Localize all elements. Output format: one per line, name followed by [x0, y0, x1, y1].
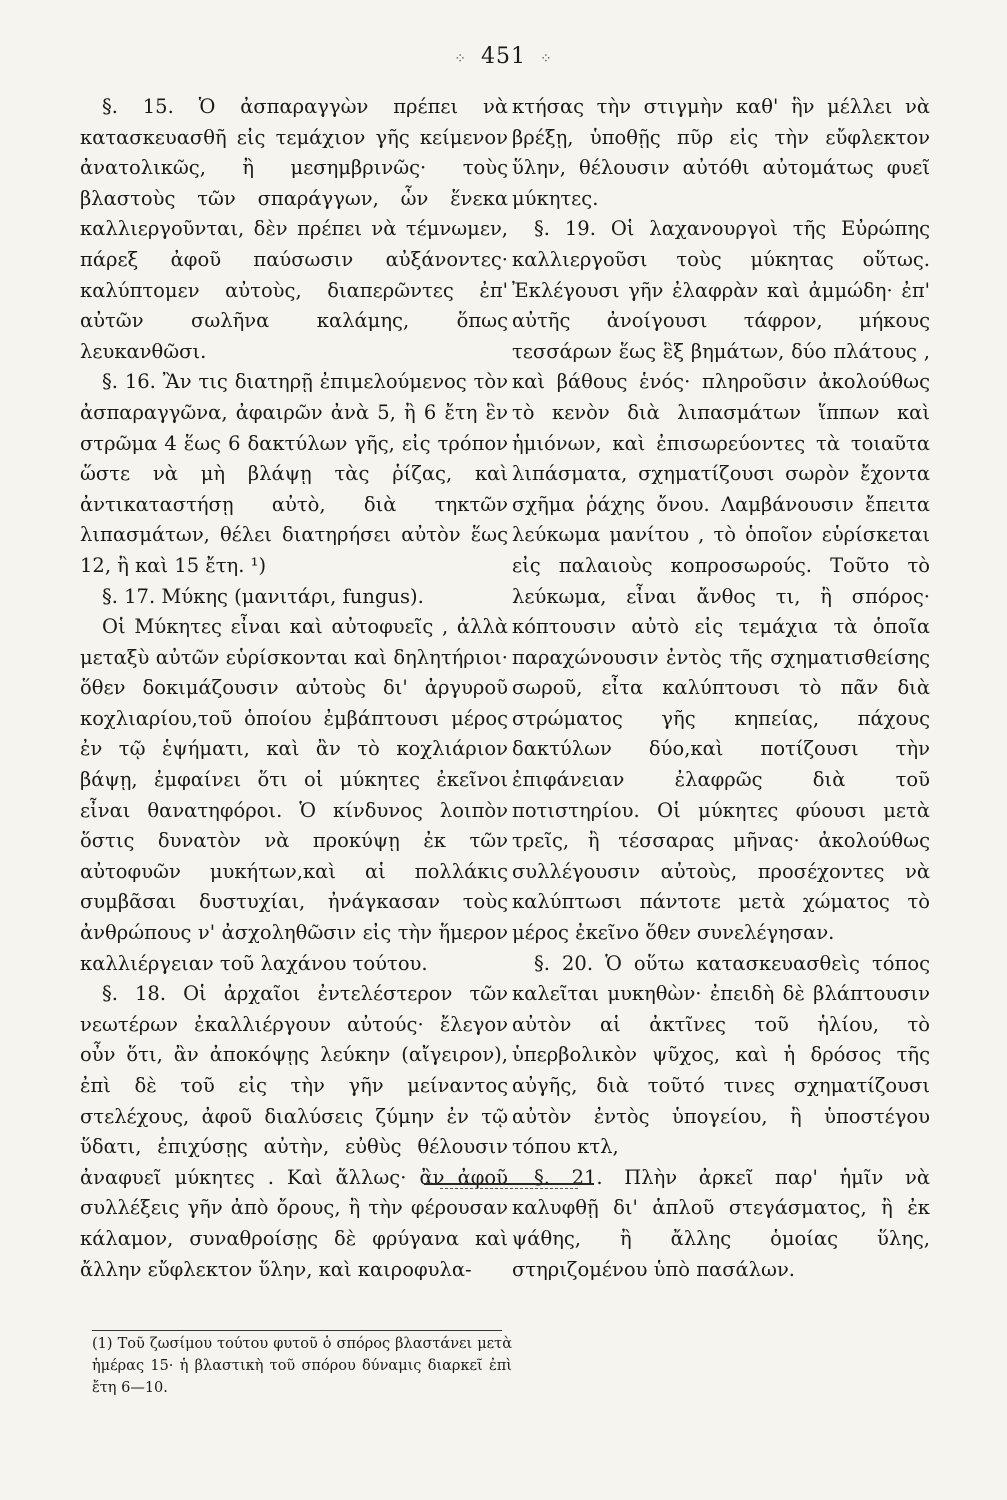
paragraph-21: §. 21. Πλὴν ἀρκεῖ παρ' ἡμῖν νὰ καλυφθῇ δι' ἁπλοῦ στεγάσματος, ἢ ἐκ ψάθης, ἢ ἄλλης ὁμοίας ὕλης, στηριζομένου ὑπὸ πασάλων. — [512, 1165, 930, 1281]
ornament-right-icon: ⁘ — [540, 51, 553, 67]
section-divider-ornament — [440, 1188, 578, 1189]
paragraph-17-body: Οἱ Μύκητες εἶναι καὶ αὐτοφυεῖς , ἀλλὰ μεταξὺ αὐτῶν εὑρίσκονται καὶ δηλητήριοι· ὅθεν δοκιμάζουσιν αὐτοὺς δι' ἀργυροῦ κοχλιαρίου,τοῦ ὁποίου ἐμβάπτουσι μέρος ἐν τῷ ἑψήματι, καὶ ἂν τὸ κοχλιάριον βάψῃ, ἐμφαίνει ὅτι οἱ μύκητες ἐκεῖνοι εἶναι θανατηφόροι. Ὁ κίνδυνος λοιπὸν ὅστις δυνατὸν νὰ προκύψῃ ἐκ τῶν αὐτοφυῶν μυκήτων,καὶ αἱ πολλάκις συμβᾶσαι δυστυχίαι, ἠνάγκασαν τοὺς ἀνθρώπους ν' ἀσχοληθῶσιν εἰς τὴν ἥμερον καλλιέργειαν τοῦ λαχάνου τούτου. — [80, 615, 508, 975]
ornament-left-icon: ⁘ — [454, 51, 467, 67]
paragraph-18: §. 18. Οἱ ἀρχαῖοι ἐντελέστερον τῶν νεωτέρων ἐκαλλιέργουν αὐτούς· ἔλεγον οὖν ὅτι, ἂν ἀποκόψῃς λεύκην (αἴγειρον), ἐπὶ δὲ τοῦ εἰς τὴν γῆν μείναντος στελέχους, ἀφοῦ διαλύσεις ζύμην ἐν τῷ ὕδατι, ἐπιχύσῃς αὐτὴν, εὐθὺς θέλουσιν ἀναφυεῖ μύκητες . Καὶ ἄλλως· ἂν ἀφοῦ συλλέξεις γῆν ἀπὸ ὄρους, ἢ τὴν φέρουσαν κάλαμον, συναθροίσῃς δὲ φρύγανα καὶ ἄλλην εὔφλεκτον ὕλην, καὶ καιροφυλα- — [80, 982, 508, 1281]
page-header — [0, 44, 1007, 69]
paragraph-18-continued: κτήσας τὴν στιγμὴν καθ' ἣν μέλλει νὰ βρέξῃ, ὑποθῇς πῦρ εἰς τὴν εὔφλεκτον ὕλην, θέλουσιν αὐτόθι αὐτομάτως φυεῖ μύκητες. — [512, 95, 930, 210]
paragraph-20: §. 20. Ὁ οὕτω κατασκευασθεὶς τόπος καλεῖται μυκηθὼν· ἐπειδὴ δὲ βλάπτουσιν αὐτὸν αἱ ἀκτῖνες τοῦ ἡλίου, τὸ ὑπερβολικὸν ψῦχος, καὶ ἡ δρόσος τῆς αὐγῆς, διὰ τοῦτό τινες σχηματίζουσι αὐτὸν ἐντὸς ὑπογείου, ἢ ὑποστέγου τόπου κτλ, — [512, 951, 930, 1159]
paragraph-19: §. 19. Οἱ λαχανουργοὶ τῆς Εὐρώπης καλλιεργοῦσι τοὺς μύκητας οὕτως. Ἐκλέγουσι γῆν ἐλαφρὰν καὶ ἀμμώδη· ἐπ' αὐτῆς ἀνοίγουσι τάφρον, μήκους τεσσάρων ἕως ἓξ βημάτων, δύο πλάτους , καὶ βάθους ἑνός· πληροῦσιν ἀκολούθως τὸ κενὸν διὰ λιπασμάτων ἵππων καὶ ἡμιόνων, καὶ ἐπισωρεύοντες τὰ τοιαῦτα λιπάσματα, σχηματίζουσι σωρὸν ἔχοντα σχῆμα ῥάχης ὄνου. Λαμβάνουσιν ἔπειτα λεύκωμα μανίτου , τὸ ὁποῖον εὑρίσκεται εἰς παλαιοὺς κοπροσωρούς. Τοῦτο τὸ λεύκωμα, εἶναι ἄνθος τι, ἢ σπόρος· κόπτουσιν αὐτὸ εἰς τεμάχια τὰ ὁποῖα παραχώνουσιν ἐντὸς τῆς σχηματισθείσης σωροῦ, εἶτα καλύπτουσι τὸ πᾶν διὰ στρώματος γῆς κηπείας, πάχους δακτύλων δύο,καὶ ποτίζουσι τὴν ἐπιφάνειαν ἐλαφρῶς διὰ τοῦ ποτιστηρίου. Οἱ μύκητες φύουσι μετὰ τρεῖς, ἢ τέσσαρας μῆνας· ἀκολούθως συλλέγουσιν αὐτοὺς, προσέχοντες νὰ καλύπτωσι πάντοτε μετὰ χώματος τὸ μέρος ἐκεῖνο ὅθεν συνελέγησαν. — [512, 217, 930, 945]
footnote-divider — [92, 1330, 502, 1331]
footnote: (1) Τοῦ ζωσίμου τούτου φυτοῦ ὁ σπόρος βλαστάνει μετὰ ἡμέρας 15· ἡ βλαστικὴ τοῦ σπόρου δύναμις διαρκεῖ ἐπὶ ἔτη 6—10. — [92, 1336, 512, 1396]
right-column — [512, 92, 930, 1285]
section-heading-17: §. 17. Μύκης (μανιτάρι, fungus). — [102, 584, 424, 608]
page-number: 451 — [481, 44, 526, 69]
paragraph-16: §. 16. Ἂν τις διατηρῇ ἐπιμελούμενος τὸν ἀσπαραγγῶνα, ἀφαιρῶν ἀνὰ 5, ἢ 6 ἔτη ἓν στρῶμα 4 ἕως 6 δακτύλων γῆς, εἰς τρόπον ὥστε νὰ μὴ βλάψῃ τὰς ῥίζας, καὶ ἀντικαταστήσῃ αὐτὸ, διὰ τηκτῶν λιπασμάτων, θέλει διατηρήσει αὐτὸν ἕως 12, ἢ καὶ 15 ἔτη. ¹) — [80, 370, 508, 577]
left-column — [80, 92, 508, 1285]
section-divider — [424, 1183, 594, 1185]
paragraph-15: §. 15. Ὁ ἀσπαραγγὼν πρέπει νὰ κατασκευασθῆ εἰς τεμάχιον γῆς κείμενον ἀνατολικῶς, ἢ μεσημβρινῶς· τοὺς βλαστοὺς τῶν σπαράγγων, ὧν ἕνεκα καλλιεργοῦνται, δὲν πρέπει νὰ τέμνωμεν, πάρεξ ἀφοῦ παύσωσιν αὐξάνοντες· καλύπτομεν αὐτοὺς, διαπερῶντες ἐπ' αὐτῶν σωλῆνα καλάμης, ὅπως λευκανθῶσι. — [80, 95, 508, 363]
